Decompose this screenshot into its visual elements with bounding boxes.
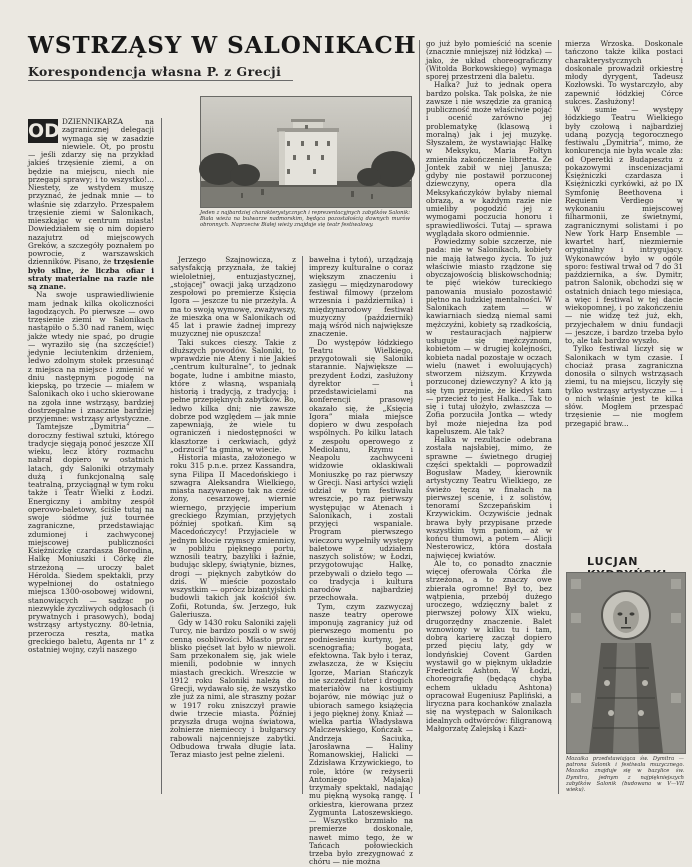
column-4-paragraph-1: go już było pomieścić na scenie (znacznie mniejszej niż łódzka) — jako, że układ choreograficzny (Witolda Borkowskiego) wymaga sporej przestrzeni dla baletu. [426,39,552,81]
column-1-paragraph-1-emphasis: trzęsienie było silne, że liczba ofiar i straty materialne na razie nie są znane. [28,257,155,291]
column-5-paragraph-1: mierza Wrzoska. Doskonale tańczono także kilka postaci charakterystycznych i doskonale prowadził orkiestrę młody dyrygent, Tadeusz Kozłowski. To wystarczyło, aby zapewnić łódzkiej Córce sukces. Zasłużony! [565,39,683,106]
column-5 [565,40,683,550]
column-rule-1 [161,118,162,794]
column-5-paragraph-3: Tylko festiwal liczył się w Salonikach w tym czasie. I chociaż prasa zagraniczna donosiła o silnych wstrząsach ziemi, tu na miejscu, liczyły się tylko wstrząsy artystyczne — i o nich właśnie jest te kilka słów. Mogłem przespać trzęsienie — nie mogłem przegapić braw... [565,344,683,428]
column-rule-4 [558,40,559,794]
column-3-paragraph-2: Do występów łódzkiego Teatru Wielkiego, przygotowali się Saloniki starannie. Największe — prezydent Łodzi, zasłużony dyrektor — i przedstawicielami na konferencji prasowej okazało się, że „Księcia Igora” miała miejsce dopiero w dwu zespołach wspólnych. Po kilku latach z zespołu operowego z Mediolanu, Rzymu i Neapolu zachwyceni widzowie oklaskiwali Moniuszkę po raz pierwszy w Grecji. Nasi artyści wzięli udział w tym festiwalu wreszcie, po raz pierwszy występując w Atenach i Salonikach, i zostali przyjęci wspaniale. Program pierwszego wieczoru wypełniły występy baletowe z udziałem naszych solistów; w Łodzi, przygotowując Halkę, przebywali o dzieło tego — co tradycja i kultura narodów najbardziej przechowała. [309,337,413,603]
headline-rule [28,80,293,81]
column-1-paragraph-2: Na swoje usprawiedliwienie mam jednak kilka okoliczności łagodzących. Po pierwsze — owo trzęsienie ziemi w Salonikach nastąpiło o 5.30 nad ranem, więc jakże wtedy nie spać, po drugie — wyraziło się (na szczęście!) jedynie leciutenkim drżeniem, ledwo zdolnym stołek przesunąć z miejsca na miejsce i zmienić w dniu następnym pogodę na kiepską, po trzecie — miałem w Salonikach oko i ucho skierowane na zgoła inne wstrząsy, bardziej dostrzegalne i znacznie bardziej przyjemne: wstrząsy artystyczne. [28,290,154,423]
column-4 [426,40,552,794]
mosaic-caption: Mozaika przedstawiająca św. Dymitra — patrona Salonik i festiwalu muzycznego. Mozaika znajduje się w bazylice św. Dymitra, jednym z najpiękniejszych zabytków Salonik (budowana w V—VII wieku). [566,756,684,794]
column-3-paragraph-1: bawełna i tytoń), urządzają imprezy kulturalne o coraz większym znaczeniu i zasięgu — międzynarodowy festiwał filmowy (przełom wrzesnia i października) i międzynarodowy festiwał muzyczny (październik) mają wśród nich największe znaczenie. [309,255,413,339]
column-1 [28,118,154,794]
drop-cap: OD [28,120,60,142]
column-2-paragraph-3: Historia miasta, założonego w roku 315 p.n.e. przez Kassandra, syna Filipa II Macedońskiego i szwagra Aleksandra Wielkiego, miasta nazywanego tak na cześć żony, cesarzowej, wiernie wiernego, przyjęcie imperium greckiego Rzymian, przyjętych później spotkań. Kim są Macedończycy! Przyjaciele w jednym kłocie rzymscy zmiennicy, w pobliżu pięknego portu, wznosili teatry, bazyliki i łaźnie, budując sklepy, świątynie, biznes, drogi — pięknych zabytków do dziś. W mieście pozostało wszystkim — oprócz bizantyjskich budowli takich jak kościół św. Zofii, Rotunda, św. Jerzego, łuk Galeriusza. [170,453,296,619]
saint-dymitr-mosaic-photo [566,572,686,754]
column-2 [170,256,296,794]
column-2-paragraph-1: Jerzego Szajnowicza, z satysfakcją przyznała, że takiej wieloletniej, entuzjastycznej, „stojącej” owacji jaką urządzono zespołowi po premierze Księcia Igora — jeszcze tu nie przeżyła. A ma to swoją wymowę, zważywszy, że mieszka ona w Salonikach od 45 lat i prawie żadnej imprezy muzycznej nie opuszcza! [170,255,296,339]
column-3 [309,255,413,867]
column-rule-3 [419,40,420,794]
column-3-paragraph-3: Tym, czym zazwyczaj nasze teatry operowe imponują zagranicy już od pierwszego momentu po podniesieniu kurtyny, jest scenografia; bogata, efektowna. Tak było i teraz, zwłaszcza, że w Księciu Igorze, Marian Stańczyk nie szczędził futer i drogich materiałów na kostiumy bojarów, nie mówiąc już o ubiorach samego książęcia i jego pięknej żony. Kniaź — wielka partia Władysława Malczewskiego, Kończak — Andrzeja Saciuka, Jarosławna — Haliny Romanowskiej, Halicki — Zdzisława Krzywickiego, to role, które (w reżyserii Antoniego Majaka) trzymały spektakl, nadając mu piękną wysoką rangę. I orkiestra, kierowana przez Zygmunta Latoszewskiego.— Wszystko brzmiało na premierze doskonale, nawet mimo tego, że w Tańcach połowieckich trzeba było zrezygnować z chóru — nie można [309,601,413,867]
column-4-paragraph-4: Halka w rezultacie odebrana została najsłabiej, mimo, że sprawne — świetnego drugiej części spektakli — poprowadził Bogusław Madey, kierownik artystyczny Teatru Wielkiego, ze świeżo tęczą w finałach na pierwszej scenie, i z solistów, tenorami Szczepańskim i Krzywickim. Oczywiście jednak brawa były przypisane przede wszystkim tym paniom, aż w końcu tłumowi, a potem — Alicji Nesterowicz, która dostała najwięcej kwiatów. [426,435,552,560]
column-2-paragraph-2: Taki sukces cieszy. Takie z dłuższych powodów. Saloniki, to wprawdzie nie Ateny i nie Jakieś „centrum kulturalne”, to jednak bogate, ludne i ambitne miasto, które z własną, wspaniałą historią i tradycją, z tradycją; i pełne przepięknych zabytków. Bo, ledwo kilka dni; nie zawsze dobrze pod względem — jak mnie zapewniają, że wiele tu ograniczeń i niedostępności w klasztorze i cerkwiach, gdyż „odrzucił” ta gmina, w wiecie. [170,337,296,454]
column-1-paragraph-1: DZIENNIKARZA na zagranicznej delegacji wymaga się w zasadzie niewiele. Ot, po prostu — jeśli zdarzy się na przykład jakieś trzęsienie ziemi, a on będzie na miejscu, niech nie przegapi sprawy; i to wszystko!... Niestety, ze wstydem muszę przyznać, że jednak mnie — to właśnie się zdarzyło. Przespałem trzęsienie ziemi w Salonikach, mieszkając w centrum miasta! Dowiedziałem się o nim dopiero nazajutrz od miejscowych Greków, a szczegóły poznałem po powrocie, z warszawskich dzienników. Pisano, że [28,117,154,267]
column-4-paragraph-3: Powiedzmy sobie szczerze, nie pada: nie w Salonikach, kobiety nie mają łatwego życia. To już właściwie miasto rządzone się obyczajowością bliskowschodnią; te pięć wieków tureckiego panowania musiało pozostawić piętno na ludzkiej mentalności. W Salonikach zatem — w kawiarniach siedzą niemal sami mężczyźni, kobiety są rzadkością, w restauracjach najpierw usługuje się mężczyznom, kobietom — w drugiej kolejności, kobieta nadal pozostaje w oczach wielu (nawet i ewoluujących) stworzem niższym. Krzywda porzuconej dziewczyny? A kto ją się tym przejmie, że kiedyś tam — przecież to jest Halka... Tak to się i tutaj ułożyło, zwłaszcza — Zofia porzuciła Jontka — wtedy był może niejedna łza pod kapeluszem. Ale tak? [426,237,552,436]
column-4-paragraph-2: Halka? Już to jednak opera bardzo polska. Tak polska, że nie zawsze i nie wszędzie za granicą publiczność może właściwie pojąć i ocenić zarówno jej problematykę (klasową i moralną) jak i jej muzykę. Słyszałem, że wystawiając Halkę w Meksyku, Maria Fołtyn zmieniła zakończenie libretta. Że Jontek zabił w niej Janusza; gdyby nie postawił porzuconej dziewczyny, opera dla Meksykańczyków byłaby niemal obrazą, a w każdym razie nie umieliby pogodzić jej z wymogami poczucia honoru i sprawiedliwości. Tutaj — sprawa wyglądała skoro odmiennie. [426,80,552,238]
column-1-paragraph-3: Tamtejsze „Dymitria” — doroczny festiwal sztuki, którego tradycje sięgają ponoć jeszcze XII wieku, lecz który rozmachu nabrał dopiero w ostatnich latach, gdy Saloniki otrzymały dużą i funkcjonalną salę teatralną, przyciągnął w tym roku także i Teatr Wielki z Łodzi. Energiczny i ambitny zespół operowo-baletowy, ściśle tutaj na swoje siódme już tournée zagraniczne, przedstawiając zdumionej i zachwyconej miejscowej publiczności Księżniczkę czardasza Borodina, Halkę Moniuszki i Córkę źle strzeżoną — uroczy balet Hérolda. Siedem spektakli, przy wypełnionej do ostatniego miejsca 1300-osobowej widowni, stanowiących — sądząc po niezwykle życzliwych odgłosach (i prywatnych i prasowych), bodaj wstrząsy artystyczny. 80-letnia, przerocza reszta, matka greckiego baletu, Agenta nr 1” z ostatniej wojny, czyli naszego [28,422,154,654]
white-tower-photo [200,96,412,208]
column-rule-2 [302,256,303,794]
white-tower-illustration [201,97,411,207]
author-signature: LUCJAN [587,555,639,568]
article-headline: WSTRZĄSY W SALONIKACH [28,32,417,59]
column-5-paragraph-2: W sumie — występy łódzkiego Teatru Wielkiego były czołową i najbardziej udaną pozycją tegorocznego festiwalu „Dymitria”, mimo, że konkurencja nie była wcale zła: od Operetki z Budapesztu z pokazowymi inscenizacjami Księżniczki czardasza i Księżniczki cyrkówki, aż po IX Symfonię Beethovena i Requiem Verdiego w wykonaniu miejscowej filharmonii, ze świetnymi, zagranicznymi solistami i po New York Harp Ensemble — kwartet harf, niezmiernie oryginalny i intrygujący. Wykonawców było w ogóle sporo: festiwal trwał od 7 do 31 października, a św. Dymitr, patron Salonik, obchodzi się w ostatnich dniach tego miesiąca, a więc i festiwal w tej dacie wiekopomnej, i po zakończeniu — nie widzę też już, ekh, przyjechałem w dniu fundacji — jeszcze, i bardzo trzeba było to, ale tak bardzo wyszło. [565,105,683,345]
mosaic-illustration [567,573,685,753]
white-tower-caption: Jeden z najbardziej charakterystycznych i reprezentacyjnych zabytków Salonik: Biała wieża na bulwarze nadmorskim, będąca pozostałością dawnych murów obronnych. Naprzeciw Białej wieży znajduje się teatr festiwalowy. [200,210,410,229]
article-subheadline: Korespondencja własna P. z Grecji [28,64,282,79]
column-2-paragraph-4: Gdy w 1430 roku Saloniki zajęli Turcy, nie bardzo poszli o w swój cenną osobliwości. Miasto przez blisko pięćset lat było w niewoli. Sam przekonałem się, jak wiele mienili, podobnie w innych miastach greckich. Wreszcie w 1912 roku Saloniki należą do Grecji, wydawało się, że wszystko złe już za nimi, ale straszny pożar w 1917 roku zniszczył prawie dwie trzecie miasta. Później przyszła druga wojna światowa, żołnierze niemieccy i bułgarscy rabowali najcenniejsze zabytki. Odbudowa trwała długie lata. Teraz miasto jest pełne zieleni. [170,618,296,759]
column-4-paragraph-5: Ale to, co ponadto znacznie więcej oferowała Córka źle strzeżona, a to znaczy owe zbierała ogromne! Był to, bez wątpienia, przebój dużego uroczego, wdzięczny balet z pierwszej połowy XIX wieku, drugorzędny znaczenie. Balet wznowiony w kilku tu i tam, dobrą karierę zaczął dopiero przed pięciu laty, gdy w londyńskiej Covent Garden wystawił go w pięknym układzie Frederick Ashton. W Łodzi, choreografię (będącą chyba echem układu Ashtona) opracował Eugeniusz Papliński, a liryczna para kochanków znalazła się na występach w Salonikach idealnych odtwórców: filigranową Małgorzatę Zalejską i Kazi- [426,558,552,733]
